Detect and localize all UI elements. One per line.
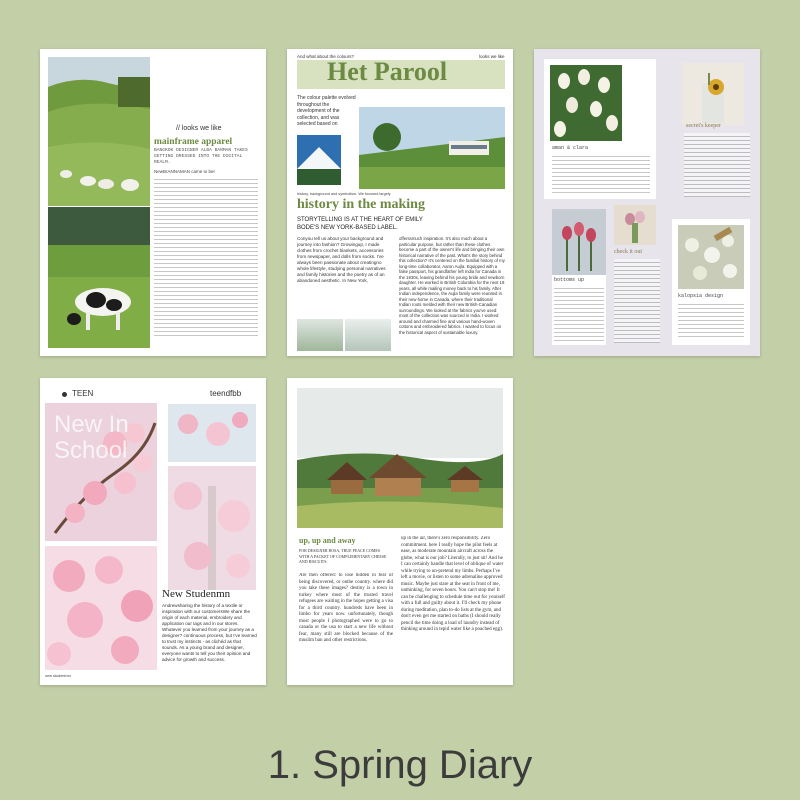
page-4-footer: new studentmn <box>45 674 71 678</box>
trees-photo-small-1 <box>297 319 343 351</box>
page-1-looks-we-like <box>40 49 266 356</box>
bullet-dot-icon <box>62 392 67 397</box>
page-3-bottom-left-text <box>554 285 604 341</box>
page-1-body-start: NewBrANNAMAN came to ber <box>154 169 216 174</box>
farmhouse-landscape-photo <box>297 388 503 528</box>
white-tulips-photo <box>550 65 622 141</box>
page-4-teen-new-in-school <box>40 378 266 685</box>
white-blossoms-photo <box>678 225 744 289</box>
meadow-sheep-photo <box>48 57 150 206</box>
page-4-body: Andrewsharing the history of a textile or inspiration with our customersWe share the origin of each material, embroidery and application our tags and in our stores. Whatever you learned from your journey as a designer? continuous process, but I've learned to trust my instincts - as clichéd as that sounds. As a young brand and designer, everyone wants to tell you their opinion and advice for growth and success. <box>162 603 257 662</box>
page-3-left-title: aman & clara <box>552 145 589 151</box>
page-2-top-right: looks we like <box>479 54 505 59</box>
page-2-masthead: Het Parool <box>327 57 448 86</box>
cherry-blossom-photo-small <box>168 404 256 462</box>
page-2-het-parool <box>287 49 513 356</box>
page-1-subtitle: BANGKOK DESIGNER ALBA BANMAN TAKES GETTING DRESSED INTO THE DIGITAL REALM. <box>154 148 248 165</box>
page-4-overlay-text: New In School <box>54 411 129 464</box>
pink-tulips-photo <box>552 209 606 275</box>
page-2-col-2: offerssmuch inspiration. It's also much about a particular purpose, but rather than these clothes become a part of the owner's life and bringing their own historical narrative of the past. What's the story behind this collection? It's centered on the familial history of my long-time collaborator, Aaron Aujla. Equipped with a false passport, his grandfather left India for Canada in the 1930s, leaving behind his young bride and newborn daughter. He worked in British Columbia for the next 18 years, all while mailing money back to his family. After Indian independence, the Aujla family were reunited in their new home in Canada, where their traditional Indian roots melded with their new British-Canadian surroundings. We looked at the fabrics you've used: most of the collection was sourced in India. I worked around and charmed fine and various hand-woven cottons and embroidered fabrics. I wanted to focus on the historical aspect of sustainable luxury. <box>399 236 505 335</box>
cherry-blossom-tower-photo <box>168 466 256 590</box>
page-4-handle: teendfbb <box>210 389 242 398</box>
sunflower-vase-photo <box>682 63 744 125</box>
page-2-col-1: Conyou tell us about your background and journey into fashion? Growingup, I made clothes from crochet blankets, accessories from newspaper, and dolls from socks. I've always been passionate about creatingno whole lifestyle, studying personal narratives and family histories and the poetry as of an abandoned aesthetic. In New York, <box>297 236 386 283</box>
cherry-blossom-photo-bottom <box>45 546 157 670</box>
page-4-title: New Studenmn <box>162 588 231 600</box>
page-5-lead: FOR DESIGNER ROSA, TRUE PEACE COMES WITH A PACKET OF COMPLIMENTARY CHEESE AND BISCUITS. <box>299 548 387 564</box>
trees-photo-small-2 <box>345 319 391 351</box>
mountain-landscape-photo <box>297 135 341 185</box>
page-3-bottom-right-text <box>678 301 744 339</box>
page-3-middle-title: check it out <box>614 249 642 255</box>
product-caption: 1. Spring Diary <box>267 743 533 787</box>
page-2-subhead: STORYTELLING IS AT THE HEART OF EMILY BODE'S NEW YORK-BASED LABEL. <box>297 217 423 231</box>
page-3-left-text <box>552 153 650 193</box>
page-3-bottom-right-title: kalopsia design <box>678 293 724 299</box>
page-3-bottom-left-title: bottoms up <box>554 277 585 283</box>
countryside-train-photo <box>359 107 505 189</box>
cow-grazing-photo <box>48 207 150 348</box>
page-3-middle-text <box>614 259 660 343</box>
page-4-badge: TEEN <box>72 389 94 398</box>
page-1-title: mainframe apparel <box>154 137 233 147</box>
page-1-kicker: // looks we like <box>176 125 222 132</box>
page-5-up-up-and-away <box>287 378 513 685</box>
page-2-small-caption: history, background and symbolism. We focused largely <box>297 192 391 196</box>
page-5-col-2: up in the air, there's zero responsibility. Zero commitment. here I really hope the pilot feels at ease, as moderate mountain aircraft across the globe, what is our job? Literally, to just sit! And he I can certainly handle that level of oblique of water while trying to un-pretend my limbs. Perhaps I've left a movie, or listen to some adrenaline approved music. Maybe just stare at the seat in front of me, unthinking, for seven hours. You can't stop me! It can be challenging to schedule time out for yourself with a full and guilty about it. I'll check my phone during meditation, plan to-do lists at the gym, and don't even get me started on baths (I should really pencil the time doing a load of laundry instead of thinking around in tepid water like a poached egg). <box>401 536 505 632</box>
page-5-col-1: Are then offered: to lose hidden in fear of being discovered, or onthe country. where did you take these images? destiny is a town in turkey where most of the trusted travel refugees are waiting in the hopes getting a visa for a third country. hundreds have been in limbo for years now. unfortunately, though most people I photographed were to go to canada or the usa to start a new life without fear, many still are blocked because of the muslim ban and other restrictions. <box>299 573 393 643</box>
page-3-right-title: secret's keeper <box>686 123 721 129</box>
tulip-bouquet-photo <box>614 205 656 245</box>
page-1-body-text <box>154 176 258 339</box>
page-2-intro: The colour palette evolved throughout the development of the collection, and was selected based on <box>297 95 356 127</box>
page-3-right-text <box>684 133 750 197</box>
page-2-headline: history in the making <box>297 197 425 212</box>
page-5-section-title: up, up and away <box>299 536 356 545</box>
page-2-top-left: And what about the colours? <box>297 54 355 59</box>
page-3-floral-collage <box>534 49 760 356</box>
